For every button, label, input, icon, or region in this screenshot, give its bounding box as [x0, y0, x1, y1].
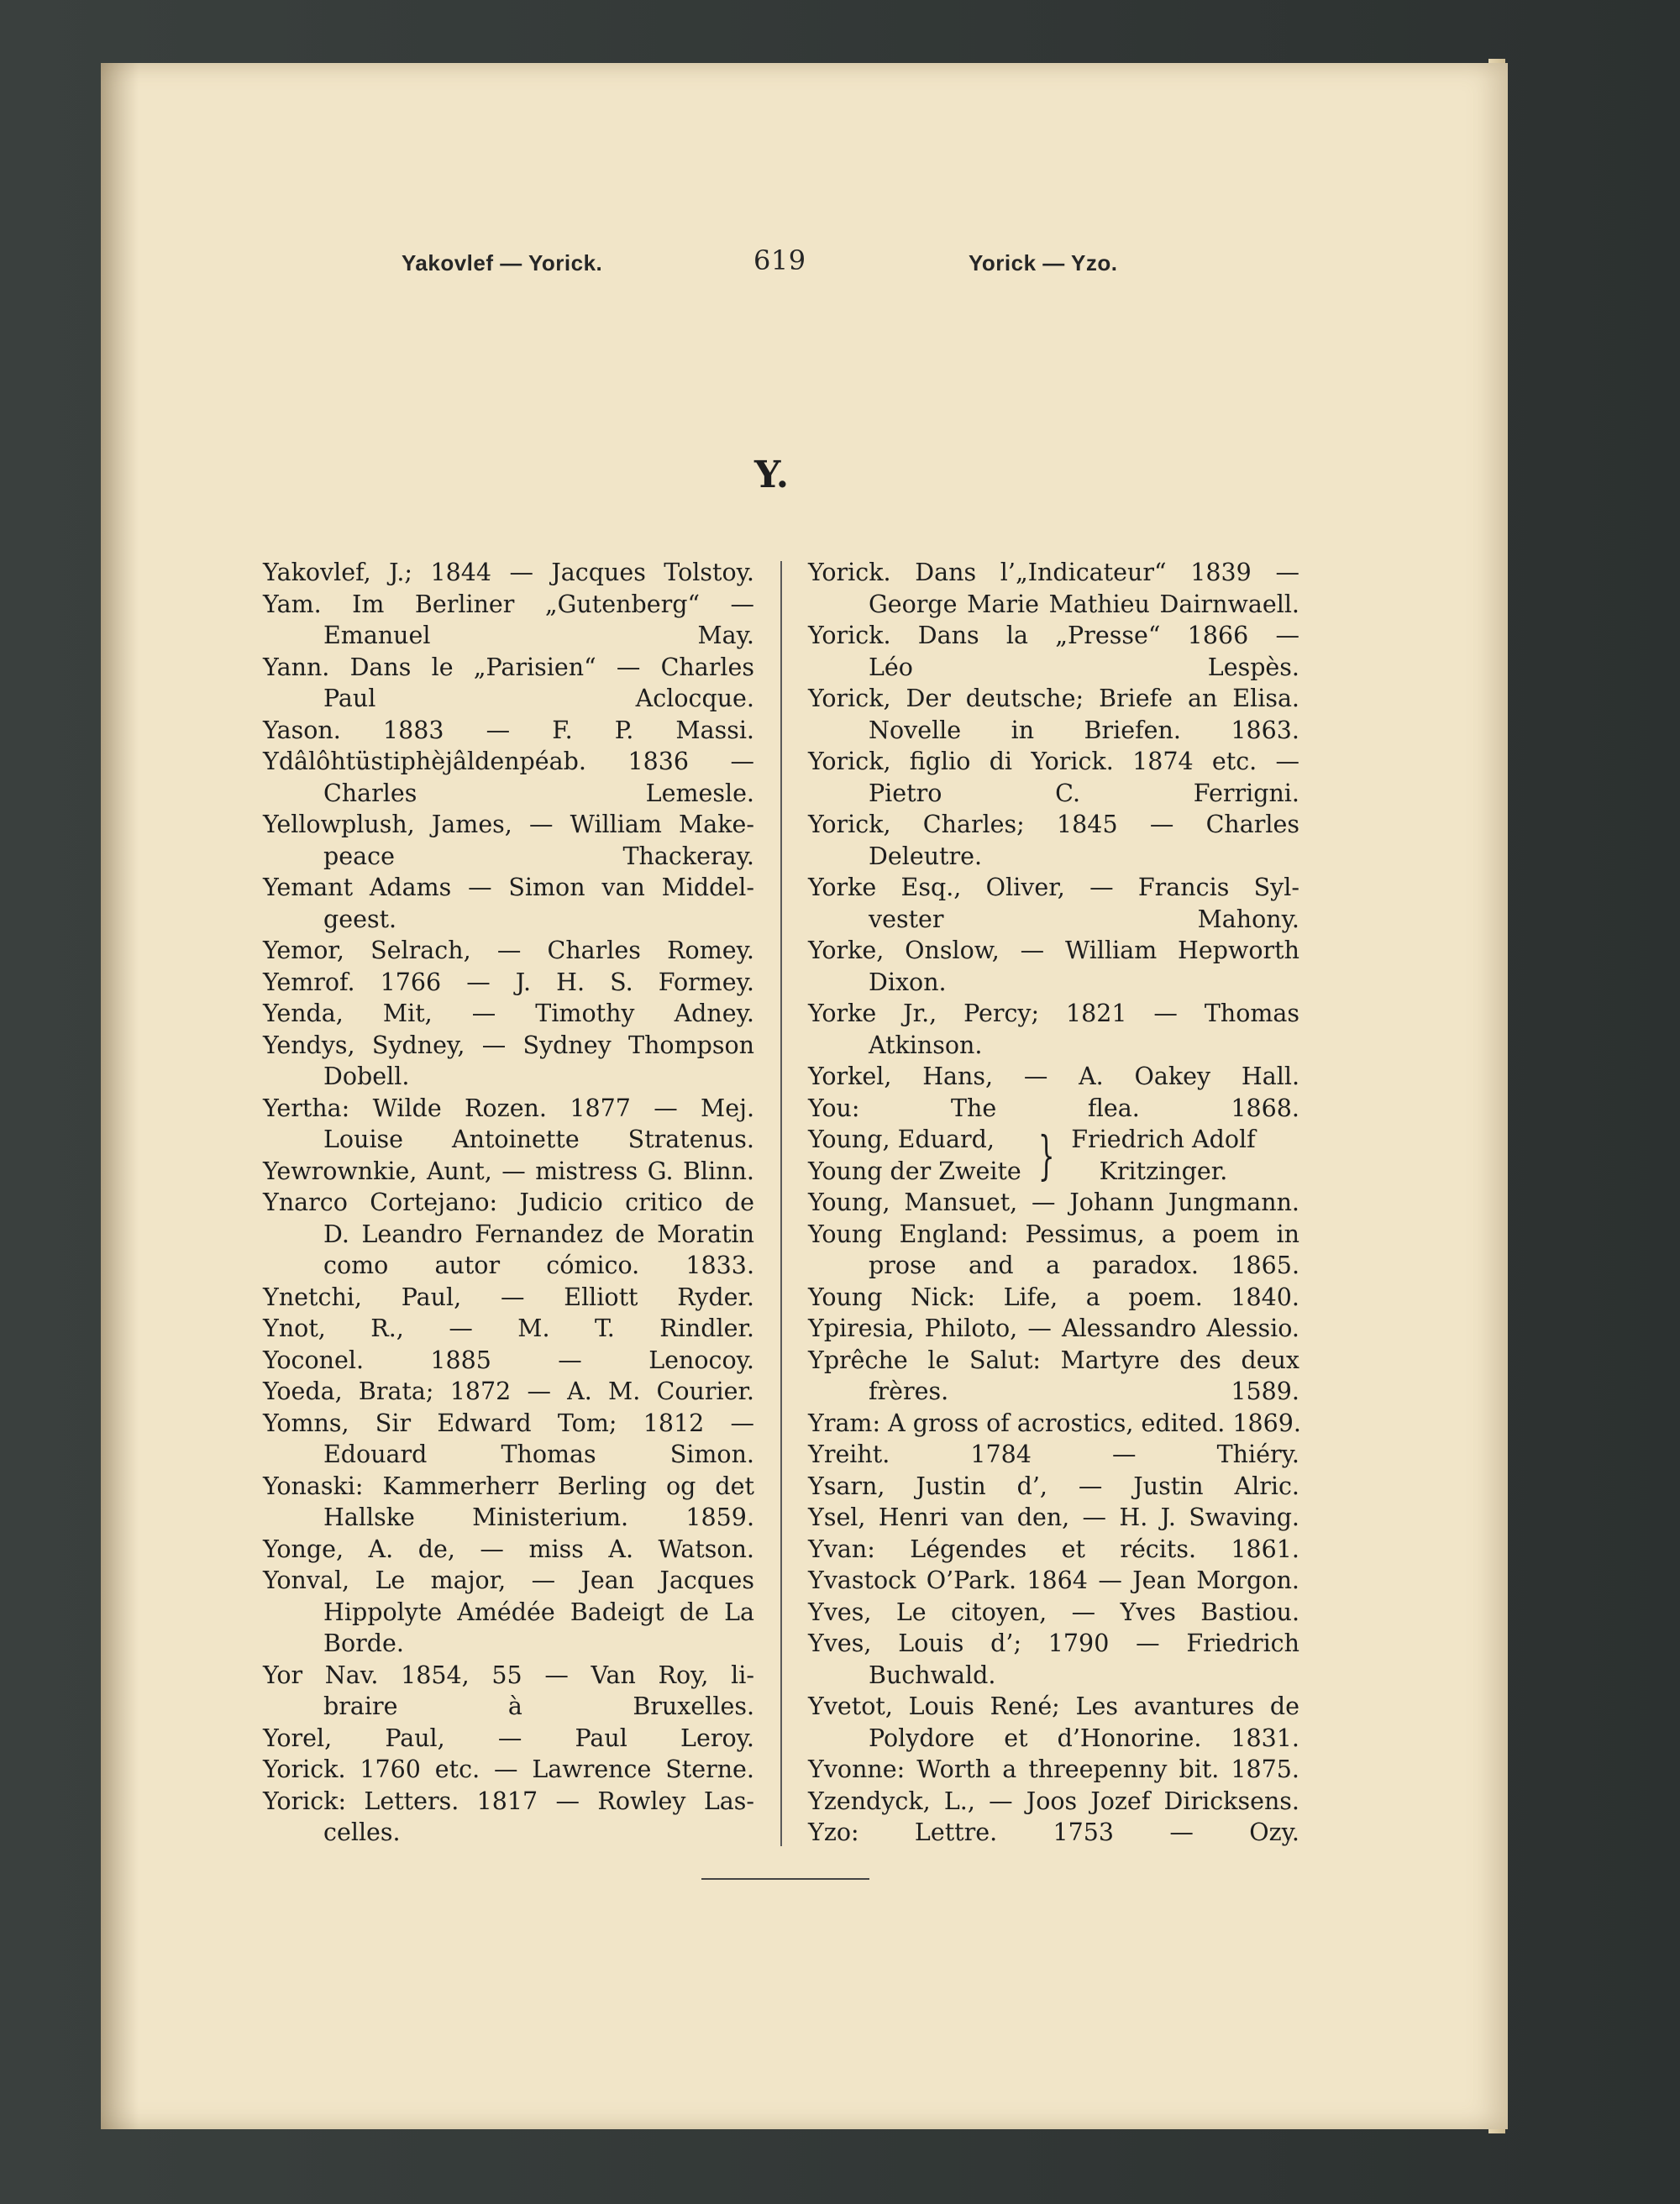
- entry-continuation-line: Paul Aclocque.: [323, 685, 754, 712]
- entry-continuation-line: Hippolyte Amédée Badeigt de La: [323, 1598, 754, 1626]
- entry-continuation-line: braire à Bruxelles.: [323, 1692, 754, 1720]
- index-entry: [808, 1691, 1299, 1754]
- index-entry: [263, 1187, 754, 1282]
- entry-first-line: Yves, Le citoyen, — Yves Bastiou.: [808, 1598, 1299, 1626]
- entry-first-line: Yorkel, Hans, — A. Oakey Hall.: [808, 1063, 1299, 1090]
- page-number: 619: [753, 244, 806, 276]
- entry-first-line: Yves, Louis d’; 1790 — Friedrich: [808, 1629, 1299, 1657]
- entry-first-line: Yann. Dans le „Parisien“ — Charles: [263, 653, 754, 681]
- entry-continuation-line: Borde.: [323, 1629, 404, 1657]
- entry-continuation-line: Polydore et d’Honorine. 1831.: [869, 1724, 1299, 1752]
- entry-first-line: Yorick, figlio di Yorick. 1874 etc. —: [808, 748, 1299, 775]
- entry-continuation-line: frères. 1589.: [869, 1378, 1299, 1405]
- index-entry: [263, 1534, 754, 1566]
- entry-first-line: Yzendyck, L., — Joos Jozef Diricksens.: [808, 1787, 1299, 1815]
- index-entry: [263, 1376, 754, 1408]
- index-entry: [808, 1313, 1299, 1345]
- entry-first-line: Yakovlef, J.; 1844 — Jacques Tolstoy.: [263, 559, 754, 586]
- entry-first-line: Yomns, Sir Edward Tom; 1812 —: [263, 1409, 754, 1437]
- entry-first-line: Yonaski: Kammerherr Berling og det: [263, 1472, 754, 1500]
- right-column-part-a: [808, 557, 1299, 1124]
- entry-first-line: Yorel, Paul, — Paul Leroy.: [263, 1724, 754, 1752]
- index-entry: [808, 1187, 1299, 1219]
- index-entry: [263, 1786, 754, 1849]
- entry-first-line: Ydâlôhtüstiphèjâldenpéab. 1836 —: [263, 748, 754, 775]
- index-entry: [808, 1061, 1299, 1093]
- column-divider: [780, 561, 782, 1846]
- section-letter: Y.: [754, 454, 790, 496]
- index-entry: [808, 1565, 1299, 1597]
- entry-first-line: Yorick. 1760 etc. — Lawrence Sterne.: [263, 1755, 754, 1783]
- entry-first-line: Ysel, Henri van den, — H. J. Swaving.: [808, 1503, 1299, 1531]
- index-entry: [263, 746, 754, 809]
- index-entry: [808, 557, 1299, 620]
- entry-first-line: Ynarco Cortejano: Judicio critico de: [263, 1189, 754, 1216]
- index-entry: [808, 1282, 1299, 1314]
- entry-first-line: Young England: Pessimus, a poem in: [808, 1220, 1299, 1248]
- index-entry: [808, 1345, 1299, 1408]
- right-column-part-b: [808, 1187, 1299, 1849]
- entry-first-line: Yemant Adams — Simon van Middel-: [263, 874, 754, 901]
- index-entry: [808, 809, 1299, 872]
- young-name: Young, Eduard,: [808, 1126, 995, 1153]
- entry-first-line: Yorick, Charles; 1845 — Charles: [808, 811, 1299, 838]
- index-entry: [263, 1313, 754, 1345]
- index-entry: [808, 746, 1299, 809]
- entry-continuation-line: George Marie Mathieu Dairnwaell.: [869, 590, 1299, 618]
- entry-first-line: Yewrownkie, Aunt, — mistress G. Blinn.: [263, 1157, 754, 1185]
- running-head-right: Yorick — Yzo.: [969, 250, 1118, 276]
- young-target-line: Kritzinger.: [1099, 1157, 1228, 1185]
- entry-first-line: Yertha: Wilde Rozen. 1877 — Mej.: [263, 1094, 754, 1122]
- index-entry: [808, 1628, 1299, 1691]
- entry-continuation-line: Novelle in Briefen. 1863.: [869, 716, 1299, 744]
- entry-continuation-line: Louise Antoinette Stratenus.: [323, 1126, 754, 1153]
- young-target-line: Friedrich Adolf: [1071, 1126, 1256, 1153]
- entry-continuation-line: Dobell.: [323, 1063, 410, 1090]
- index-entry: [808, 872, 1299, 935]
- entry-first-line: Yvonne: Worth a threepenny bit. 1875.: [808, 1755, 1299, 1783]
- entry-continuation-line: Pietro C. Ferrigni.: [869, 779, 1299, 807]
- entry-first-line: Yam. Im Berliner „Gutenberg“ —: [263, 590, 754, 618]
- entry-first-line: Yorick. Dans la „Presse“ 1866 —: [808, 622, 1299, 649]
- index-entry: [263, 1282, 754, 1314]
- gutter-shadow: [101, 63, 139, 2129]
- index-entry: [263, 1565, 754, 1660]
- entry-first-line: Yorke Esq., Oliver, — Francis Syl-: [808, 874, 1299, 901]
- entry-continuation-line: como autor cómico. 1833.: [323, 1252, 754, 1279]
- index-entry: [808, 1534, 1299, 1566]
- entry-continuation-line: Charles Lemesle.: [323, 779, 754, 807]
- entry-continuation-line: Léo Lespès.: [869, 653, 1299, 681]
- entry-first-line: Yellowplush, James, — William Make-: [263, 811, 754, 838]
- young-name: Young der Zweite: [808, 1157, 1021, 1185]
- index-entry: [263, 872, 754, 935]
- entry-continuation-line: Dixon.: [869, 968, 947, 996]
- entry-first-line: Yvan: Légendes et récits. 1861.: [808, 1535, 1299, 1563]
- entry-continuation-line: Emanuel May.: [323, 622, 754, 649]
- index-entry: [808, 1597, 1299, 1629]
- running-head-left: Yakovlef — Yorick.: [402, 250, 603, 276]
- entry-continuation-line: Atkinson.: [869, 1031, 983, 1059]
- index-entry: [263, 1754, 754, 1786]
- footer-rule: [701, 1878, 869, 1880]
- entry-first-line: Yorick, Der deutsche; Briefe an Elisa.: [808, 685, 1299, 712]
- entry-continuation-line: Deleutre.: [869, 842, 983, 870]
- entry-first-line: Ynot, R., — M. T. Rindler.: [263, 1315, 754, 1342]
- young-target: [1071, 1124, 1255, 1187]
- entry-continuation-line: vester Mahony.: [869, 905, 1299, 933]
- index-entry: [263, 1156, 754, 1188]
- index-entry: [808, 1754, 1299, 1786]
- left-column: [263, 557, 754, 1849]
- index-entry: [263, 998, 754, 1030]
- index-entry: [808, 1471, 1299, 1503]
- entry-continuation-line: peace Thackeray.: [323, 842, 754, 870]
- entry-continuation-line: geest.: [323, 905, 397, 933]
- brace: }: [1037, 1124, 1055, 1186]
- index-entry: [808, 1408, 1299, 1440]
- index-entry: [808, 1093, 1299, 1125]
- entry-first-line: Yoconel. 1885 — Lenocoy.: [263, 1346, 754, 1374]
- index-entry: [808, 1439, 1299, 1471]
- entry-first-line: Yvetot, Louis René; Les avantures de: [808, 1692, 1299, 1720]
- entry-continuation-line: Hallske Ministerium. 1859.: [323, 1503, 754, 1531]
- entry-first-line: Yorick: Letters. 1817 — Rowley Las-: [263, 1787, 754, 1815]
- index-entry: [263, 557, 754, 589]
- entry-first-line: Yorke Jr., Percy; 1821 — Thomas: [808, 1000, 1299, 1027]
- index-entry: [808, 935, 1299, 998]
- index-entry: [808, 1502, 1299, 1534]
- entry-first-line: Yram: A gross of acrostics, edited. 1869.: [808, 1409, 1301, 1437]
- entry-first-line: Yendys, Sydney, — Sydney Thompson: [263, 1031, 754, 1059]
- entry-first-line: Yorick. Dans l’„Indicateur“ 1839 —: [808, 559, 1299, 586]
- entry-first-line: Yoeda, Brata; 1872 — A. M. Courier.: [263, 1378, 754, 1405]
- index-entry: [808, 1817, 1299, 1849]
- entry-continuation-line: celles.: [323, 1818, 401, 1846]
- index-entry: [808, 1219, 1299, 1282]
- young-entry-group: [808, 1124, 1299, 1187]
- index-entry: [808, 683, 1299, 746]
- entry-first-line: Yvastock O’Park. 1864 — Jean Morgon.: [808, 1566, 1299, 1594]
- entry-first-line: Yreiht. 1784 — Thiéry.: [808, 1440, 1299, 1468]
- index-entry: [263, 1471, 754, 1534]
- entry-continuation-line: Buchwald.: [869, 1661, 996, 1689]
- entry-first-line: Yonval, Le major, — Jean Jacques: [263, 1566, 754, 1594]
- entry-first-line: Young Nick: Life, a poem. 1840.: [808, 1283, 1299, 1311]
- entry-first-line: Yor Nav. 1854, 55 — Van Roy, li-: [263, 1661, 754, 1689]
- entry-continuation-line: Edouard Thomas Simon.: [323, 1440, 754, 1468]
- entry-first-line: Yorke, Onslow, — William Hepworth: [808, 937, 1299, 964]
- entry-first-line: Ypiresia, Philoto, — Alessandro Alessio.: [808, 1315, 1299, 1342]
- entry-first-line: Ysarn, Justin d’, — Justin Alric.: [808, 1472, 1299, 1500]
- entry-first-line: Yemor, Selrach, — Charles Romey.: [263, 937, 754, 964]
- index-entry: [263, 1723, 754, 1755]
- entry-first-line: Yprêche le Salut: Martyre des deux: [808, 1346, 1299, 1374]
- index-entry: [808, 620, 1299, 683]
- index-entry: [263, 715, 754, 747]
- index-entry: [263, 1408, 754, 1471]
- index-entry: [808, 998, 1299, 1061]
- index-entry: [808, 1786, 1299, 1818]
- index-entry: [263, 1345, 754, 1377]
- entry-continuation-line: prose and a paradox. 1865.: [869, 1252, 1299, 1279]
- index-entry: [263, 1093, 754, 1156]
- entry-first-line: Yemrof. 1766 — J. H. S. Formey.: [263, 968, 754, 996]
- entry-first-line: Yenda, Mit, — Timothy Adney.: [263, 1000, 754, 1027]
- entry-first-line: Yason. 1883 — F. P. Massi.: [263, 716, 754, 744]
- index-entry: [263, 1030, 754, 1093]
- index-entry: [263, 967, 754, 999]
- entry-first-line: Yzo: Lettre. 1753 — Ozy.: [808, 1818, 1299, 1846]
- right-column: [808, 557, 1299, 1849]
- entry-first-line: You: The flea. 1868.: [808, 1094, 1299, 1122]
- index-entry: [263, 589, 754, 652]
- entry-continuation-line: D. Leandro Fernandez de Moratin: [323, 1220, 754, 1248]
- entry-first-line: Yonge, A. de, — miss A. Watson.: [263, 1535, 754, 1563]
- index-entry: [263, 935, 754, 967]
- entry-first-line: Ynetchi, Paul, — Elliott Ryder.: [263, 1283, 754, 1311]
- young-names: [808, 1124, 1021, 1187]
- index-entry: [263, 809, 754, 872]
- index-entry: [263, 652, 754, 715]
- index-entry: [263, 1660, 754, 1723]
- entry-first-line: Young, Mansuet, — Johann Jungmann.: [808, 1189, 1299, 1216]
